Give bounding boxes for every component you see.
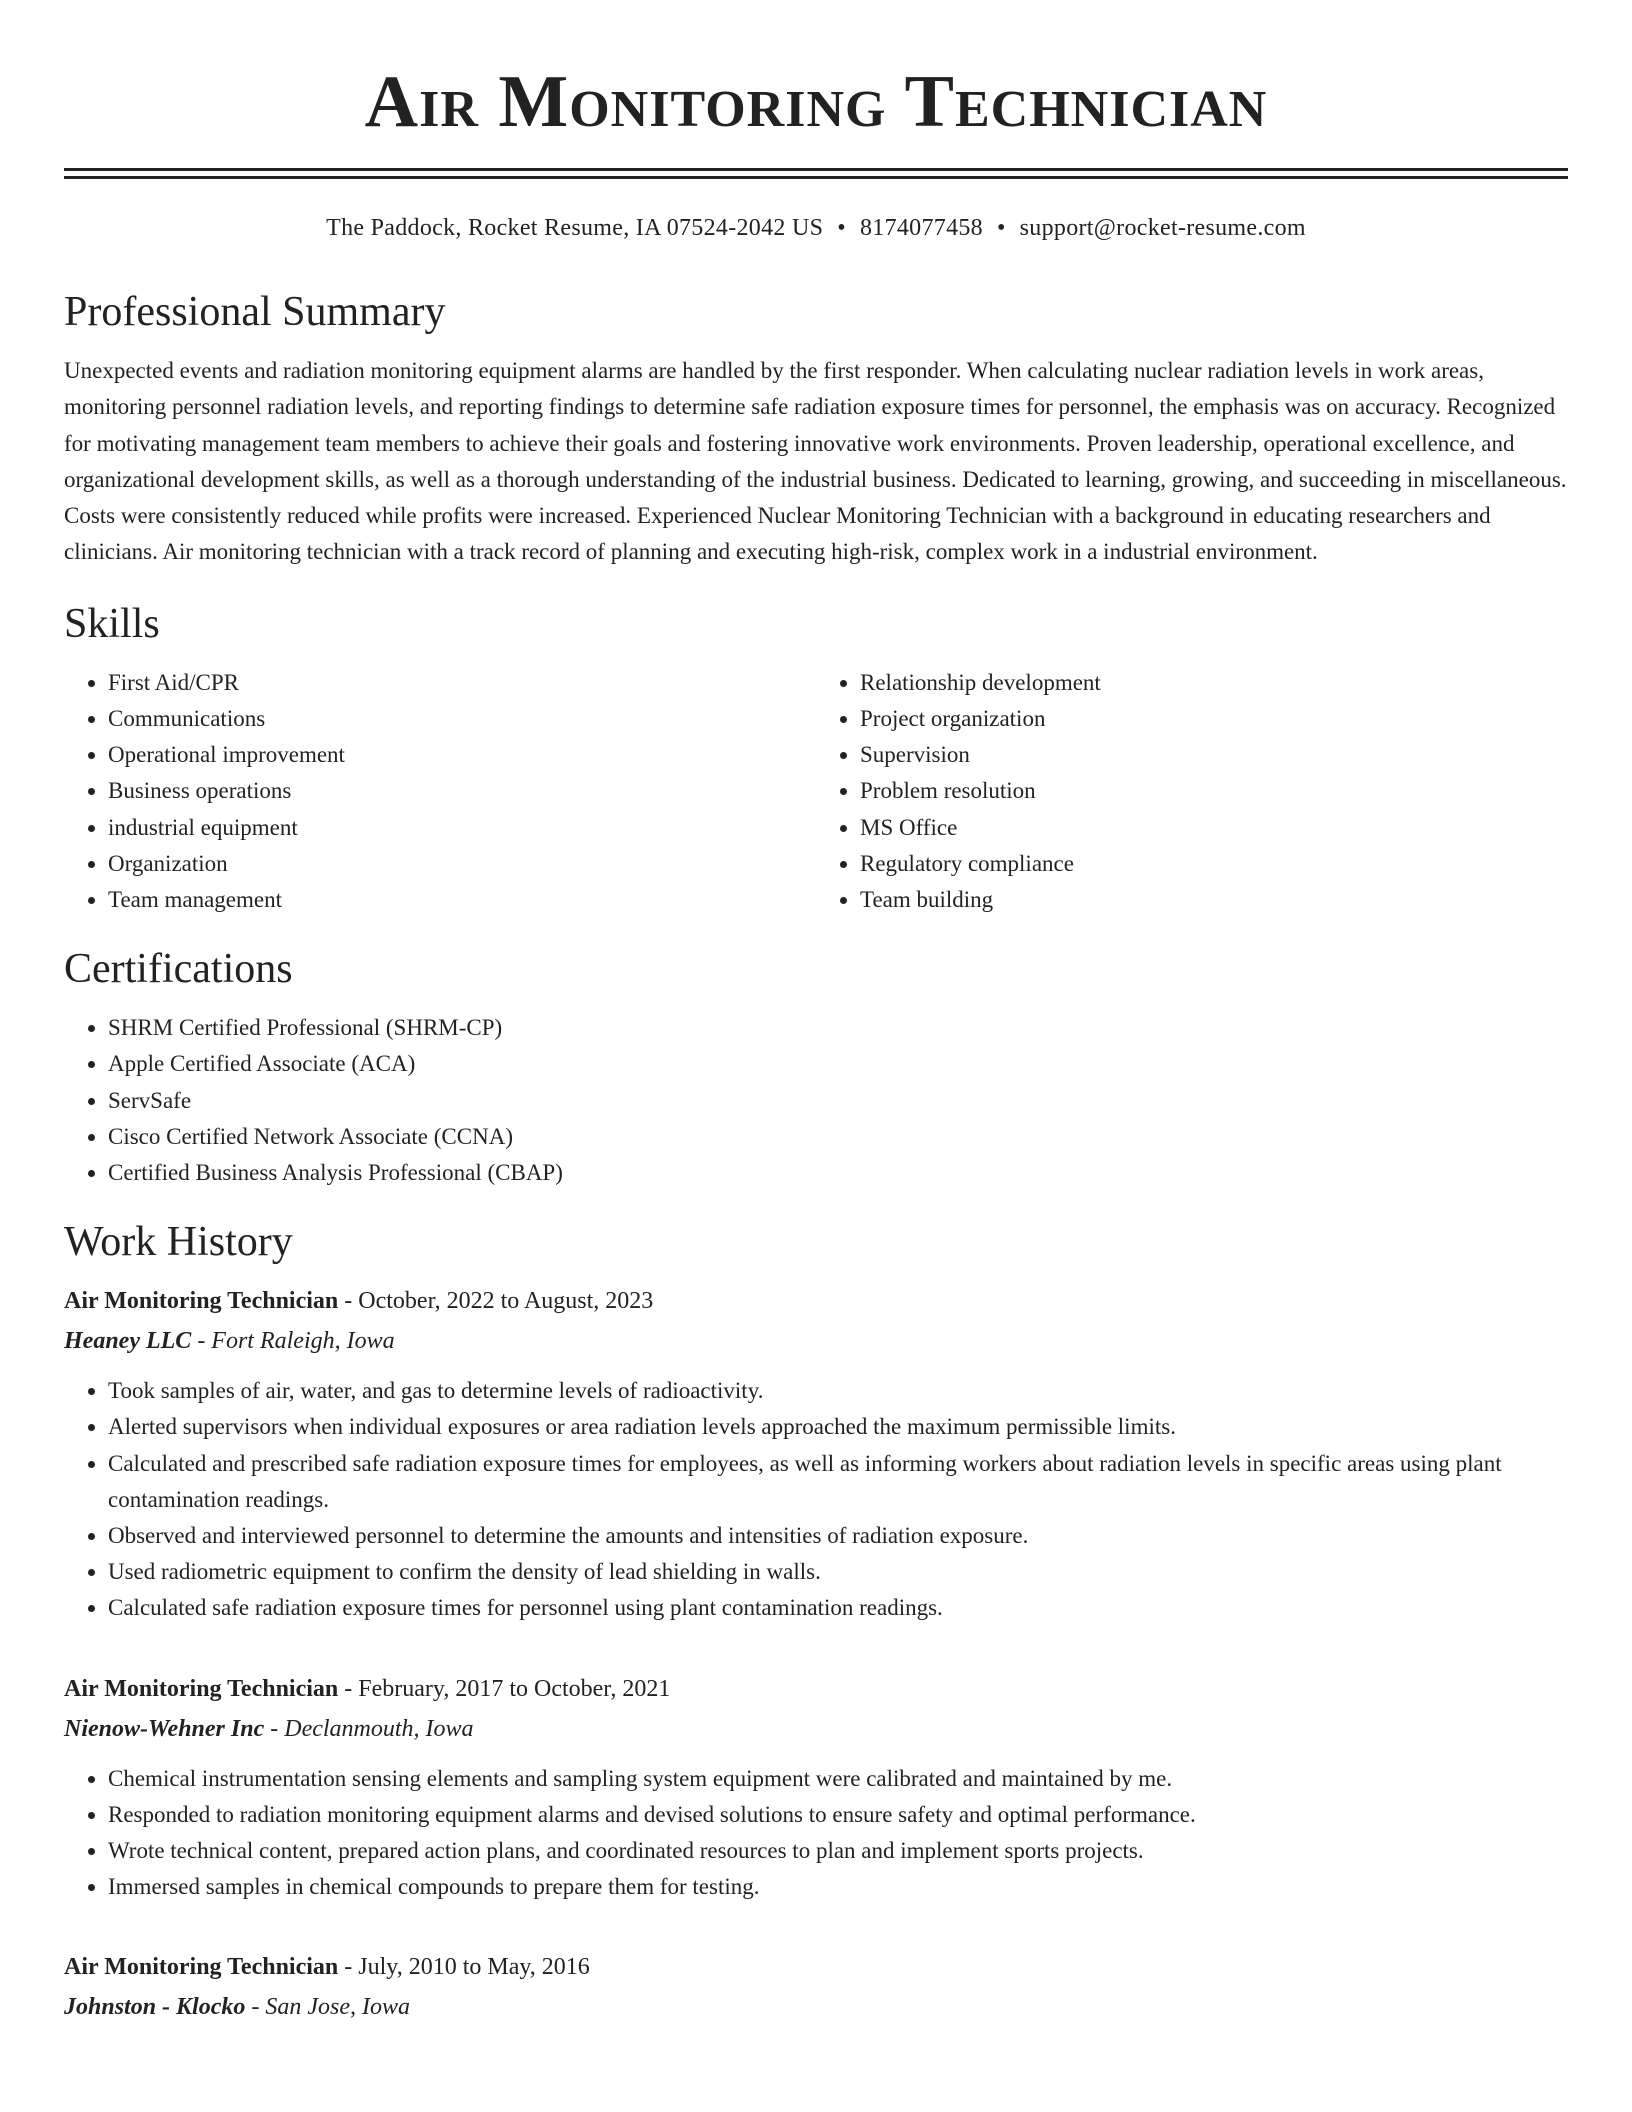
resume-page [64,0,1568,2027]
certifications-list [64,1010,1568,1191]
job-title-line [64,1669,1568,1709]
skill-item: • Regulatory compliance [860,846,1568,882]
job-company-line [64,1987,1568,2027]
job-dates: - October, 2022 to August, 2023 [338,1288,654,1315]
job-bullet: • Took samples of air, water, and gas to determine levels of radioactivity. [108,1373,1568,1409]
job-bullet: • Calculated and prescribed safe radiation exposure times for employees, as well as informing workers about radiation levels in specific areas using plant contamination readings. [108,1446,1568,1518]
work-history-heading: Work History [64,1219,293,1266]
contact-line [64,213,1568,243]
summary-text: Unexpected events and radiation monitoring equipment alarms are handled by the first responder. When calculating nuclear radiation levels in work areas, monitoring personnel radiation levels, and reporting findings to determine safe radiation exposure times for personnel, the emphasis was on accuracy. Recognized for motivating management team members to achieve their goals and fostering innovative work environments. Proven leadership, operational excellence, and organizational development skills, as well as a thorough understanding of the industrial business. Dedicated to learning, growing, and succeeding in miscellaneous. Costs were consistently reduced while profits were increased. Experienced Nuclear Monitoring Technician with a background in educating researchers and clinicians. Air monitoring technician with a track record of planning and executing high-risk, complex work in a industrial environment. [64,358,1567,565]
job-bullet: • Observed and interviewed personnel to determine the amounts and intensities of radiation exposure. [108,1518,1568,1554]
skills-list-right [816,665,1568,918]
header-rule-bottom [64,176,1568,179]
skills-list-left [64,665,816,918]
certification-item: • Apple Certified Associate (ACA) [108,1046,1568,1082]
skill-item: • Relationship development [860,665,1568,701]
job-entry [64,1281,1568,1626]
skill-item: • Organization [108,846,816,882]
job-bullet: • Alerted supervisors when individual exposures or area radiation levels approached the maximum permissible limits. [108,1409,1568,1445]
job-bullets [64,1761,1568,1906]
contact-address: The Paddock, Rocket Resume, IA 07524-2042 US [326,215,824,241]
skills-columns [64,665,1568,918]
contact-email: support@rocket-resume.com [1019,215,1306,241]
job-bullet: • Used radiometric equipment to confirm the density of lead shielding in walls. [108,1554,1568,1590]
skill-item: • Problem resolution [860,773,1568,809]
contact-phone: 8174077458 [859,215,983,241]
job-bullet: • Calculated safe radiation exposure times for personnel using plant contamination readings. [108,1590,1568,1626]
job-entry [64,1947,1568,2027]
job-company: Heaney LLC [64,1328,192,1355]
job-title-line [64,1947,1568,1987]
certification-item: • Certified Business Analysis Professional (CBAP) [108,1155,1568,1191]
skill-item: • Team building [860,882,1568,918]
job-bullets [64,1373,1568,1626]
job-location: - Fort Raleigh, Iowa [191,1328,395,1355]
job-title: Air Monitoring Technician [64,1288,339,1315]
skill-item: • Supervision [860,737,1568,773]
candidate-name: Air Monitoring Technician [364,61,1268,143]
skill-item: • industrial equipment [108,810,816,846]
job-entry [64,1669,1568,1906]
skill-item: • Communications [108,701,816,737]
skill-item: • First Aid/CPR [108,665,816,701]
job-title-line [64,1281,1568,1321]
job-company: Johnston - Klocko [64,1994,246,2021]
certifications-heading: Certifications [64,946,293,993]
job-dates: - July, 2010 to May, 2016 [338,1954,590,1981]
job-title: Air Monitoring Technician [64,1954,339,1981]
job-bullet: • Immersed samples in chemical compounds to prepare them for testing. [108,1869,1568,1905]
skill-item: • MS Office [860,810,1568,846]
contact-separator: • [996,215,1006,241]
certification-item: • SHRM Certified Professional (SHRM-CP) [108,1010,1568,1046]
skill-item: • Team management [108,882,816,918]
job-title: Air Monitoring Technician [64,1675,339,1702]
skill-item: • Operational improvement [108,737,816,773]
skills-heading: Skills [64,600,160,647]
skill-item: • Project organization [860,701,1568,737]
job-bullet: • Chemical instrumentation sensing elements and sampling system equipment were calibrated and maintained by me. [108,1761,1568,1797]
contact-separator: • [837,215,846,241]
job-company-line [64,1321,1568,1361]
certification-item: • ServSafe [108,1083,1568,1119]
summary-heading: Professional Summary [64,289,446,335]
job-dates: - February, 2017 to October, 2021 [338,1675,671,1702]
job-company: Nienow-Wehner Inc [64,1715,265,1742]
job-company-line [64,1709,1568,1749]
job-bullet: • Responded to radiation monitoring equipment alarms and devised solutions to ensure safety and optimal performance. [108,1797,1568,1833]
job-bullet: • Wrote technical content, prepared action plans, and coordinated resources to plan and implement sports projects. [108,1833,1568,1869]
skill-item: • Business operations [108,773,816,809]
job-location: - San Jose, Iowa [245,1994,411,2021]
job-location: - Declanmouth, Iowa [264,1715,474,1742]
header-rule-top [64,168,1568,171]
certification-item: • Cisco Certified Network Associate (CCNA) [108,1119,1568,1155]
